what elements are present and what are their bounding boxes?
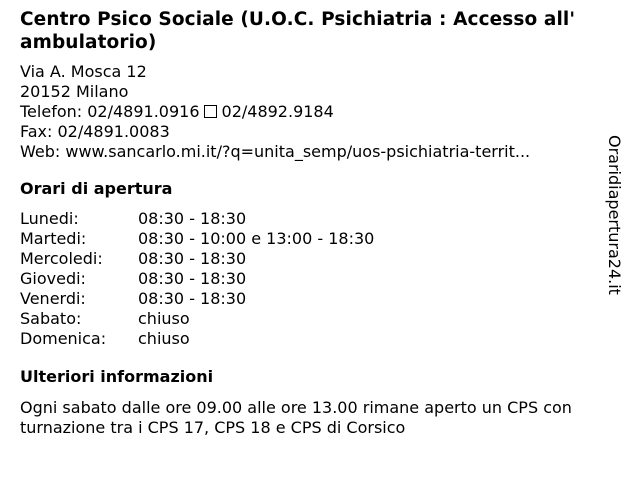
additional-info-title: Ulteriori informazioni: [20, 367, 214, 386]
time-value: 08:30 - 18:30: [138, 209, 247, 228]
web-link[interactable]: Web: www.sancarlo.mi.it/?q=unita_semp/uos-psichiatria-territ...: [20, 142, 531, 161]
phone-number-1[interactable]: 02/4891.0916: [87, 102, 200, 121]
place-title: Centro Psico Sociale (U.O.C. Psichiatria : Accesso all' ambulatorio): [20, 9, 576, 53]
separator-box-icon: [204, 105, 217, 118]
hours-row: [20, 229, 625, 249]
city-address: 20152 Milano: [20, 82, 129, 101]
street-address: Via A. Mosca 12: [20, 62, 147, 81]
phone-number-2[interactable]: 02/4892.9184: [221, 102, 334, 121]
hours-row: [20, 269, 625, 289]
day-label: Venerdi:: [20, 289, 86, 308]
opening-hours-title: Orari di apertura: [20, 179, 173, 198]
time-value: chiuso: [138, 309, 190, 328]
phone-label: Telefon:: [20, 102, 83, 121]
hours-row: [20, 289, 625, 309]
phone-line: [20, 102, 625, 122]
opening-hours-list: [20, 209, 625, 349]
day-label: Mercoledi:: [20, 249, 103, 268]
fax-line: Fax: 02/4891.0083: [20, 122, 170, 141]
time-value: 08:30 - 10:00 e 13:00 - 18:30: [138, 229, 375, 248]
watermark-text: Oraridiapertura24.it: [605, 135, 624, 295]
time-value: chiuso: [138, 329, 190, 348]
day-label: Giovedi:: [20, 269, 86, 288]
time-value: 08:30 - 18:30: [138, 249, 247, 268]
day-label: Lunedi:: [20, 209, 79, 228]
hours-row: [20, 249, 625, 269]
day-label: Martedi:: [20, 229, 87, 248]
additional-info-text: Ogni sabato dalle ore 09.00 alle ore 13.00 rimane aperto un CPS con turnazione tra i CPS 17, CPS 18 e CPS di Corsico: [20, 398, 572, 437]
day-label: Domenica:: [20, 329, 107, 348]
hours-row: [20, 309, 625, 329]
hours-row: [20, 209, 625, 229]
time-value: 08:30 - 18:30: [138, 289, 247, 308]
address-block: [20, 62, 625, 162]
hours-row: [20, 329, 625, 349]
day-label: Sabato:: [20, 309, 82, 328]
place-card: [20, 8, 625, 438]
time-value: 08:30 - 18:30: [138, 269, 247, 288]
